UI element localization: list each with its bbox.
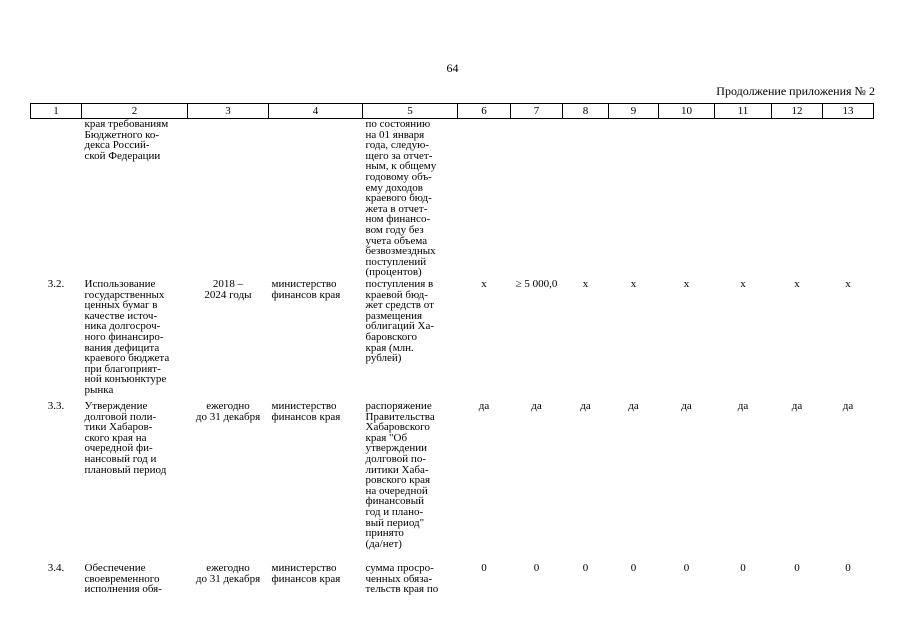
- measure-name: Утверждение долговой поли- тики Хабаров- ского края на очередной фи- нансовый год и плановый период: [84, 400, 167, 476]
- table-row: [31, 401, 874, 563]
- value-cell: 0: [794, 562, 800, 574]
- value-cell: [715, 119, 772, 280]
- header-cell: 7: [511, 104, 563, 119]
- header-cell: 8: [563, 104, 609, 119]
- table-row: [31, 279, 874, 401]
- continuation-title: Продолжение приложения № 2: [716, 84, 875, 98]
- responsible-cell: министерство финансов края: [271, 562, 341, 585]
- row-number: [31, 119, 82, 280]
- value-cell: [511, 119, 563, 280]
- value-cell: да: [478, 400, 490, 412]
- header-cell: 3: [188, 104, 269, 119]
- measure-name: края требованиям Бюджетного ко- декса Россий- ской Федерации: [84, 118, 169, 162]
- value-cell: [823, 119, 874, 280]
- table-row: [31, 563, 874, 623]
- value-cell: да: [628, 400, 639, 412]
- value-cell: [659, 119, 715, 280]
- value-cell: да: [737, 400, 749, 412]
- period-cell: ежегодно до 31 декабря: [195, 400, 261, 423]
- value-cell: да: [531, 400, 542, 412]
- header-cell: 12: [772, 104, 823, 119]
- indicator-cell: сумма просро- ченных обяза- тельств края по: [365, 562, 439, 596]
- value-cell: [563, 119, 609, 280]
- value-cell: х: [481, 278, 487, 290]
- header-cell: 6: [458, 104, 511, 119]
- value-cell: 0: [845, 562, 851, 574]
- value-cell: х: [582, 278, 589, 290]
- value-cell: да: [791, 400, 803, 412]
- value-cell: [772, 119, 823, 280]
- header-cell: 4: [269, 104, 363, 119]
- value-cell: х: [845, 278, 851, 290]
- value-cell: 0: [582, 562, 589, 574]
- value-cell: [609, 119, 659, 280]
- value-cell: х: [794, 278, 800, 290]
- table-row: [31, 119, 874, 280]
- value-cell: 0: [481, 562, 487, 574]
- page-number: 64: [446, 61, 459, 75]
- indicator-cell: распоряжение Правительства Хабаровского края "Об утверждении долговой по- литики Хаба- ровского края на очередной финансовый год и плано- вый период" принято (да/нет): [365, 400, 435, 550]
- indicator-cell: по состоянию на 01 января года, следую- щего за отчет- ным, к общему годовому объ- ему доходов краевого бюд- жета в отчет- ном финансо- вом году без учета объема безвозмездных поступлений (процентов): [365, 118, 437, 279]
- value-cell: х: [683, 278, 690, 290]
- row-number: 3.2.: [47, 278, 65, 290]
- value-cell: [458, 119, 511, 280]
- measure-name: Обеспечение своевременного исполнения обя-: [84, 562, 162, 596]
- header-cell: 5: [363, 104, 458, 119]
- row-number: 3.4.: [47, 562, 65, 574]
- value-cell: 0: [683, 562, 690, 574]
- period-cell: ежегодно до 31 декабря: [195, 562, 261, 585]
- header-cell: 1: [31, 104, 82, 119]
- period-cell: [188, 119, 269, 280]
- value-cell: да: [842, 400, 854, 412]
- value-cell: х: [740, 278, 746, 290]
- header-cell: 2: [82, 104, 188, 119]
- measure-name: Использование государственных ценных бумаг в качестве источ- ника долгосроч- ного финансиро- вания дефицита краевого бюджета при благоприят- ной конъюнктуре рынка: [84, 278, 170, 396]
- value-cell: 0: [630, 562, 637, 574]
- header-cell: 9: [609, 104, 659, 119]
- value-cell: х: [630, 278, 637, 290]
- responsible-cell: министерство финансов края: [271, 400, 341, 423]
- value-cell: да: [681, 400, 692, 412]
- value-cell: да: [580, 400, 591, 412]
- header-cell: 10: [659, 104, 715, 119]
- header-cell: 13: [823, 104, 874, 119]
- plan-table: [30, 103, 874, 623]
- value-cell: 0: [533, 562, 540, 574]
- responsible-cell: [269, 119, 363, 280]
- header-row: [31, 104, 874, 119]
- responsible-cell: министерство финансов края: [271, 278, 341, 301]
- value-cell: 0: [740, 562, 746, 574]
- indicator-cell: поступления в краевой бюд- жет средств от размещения облигаций Ха- баровского края (млн. рублей): [365, 278, 434, 365]
- header-cell: 11: [715, 104, 772, 119]
- value-cell: ≥ 5 000,0: [515, 278, 558, 290]
- period-cell: 2018 – 2024 годы: [204, 278, 252, 301]
- row-number: 3.3.: [47, 400, 65, 412]
